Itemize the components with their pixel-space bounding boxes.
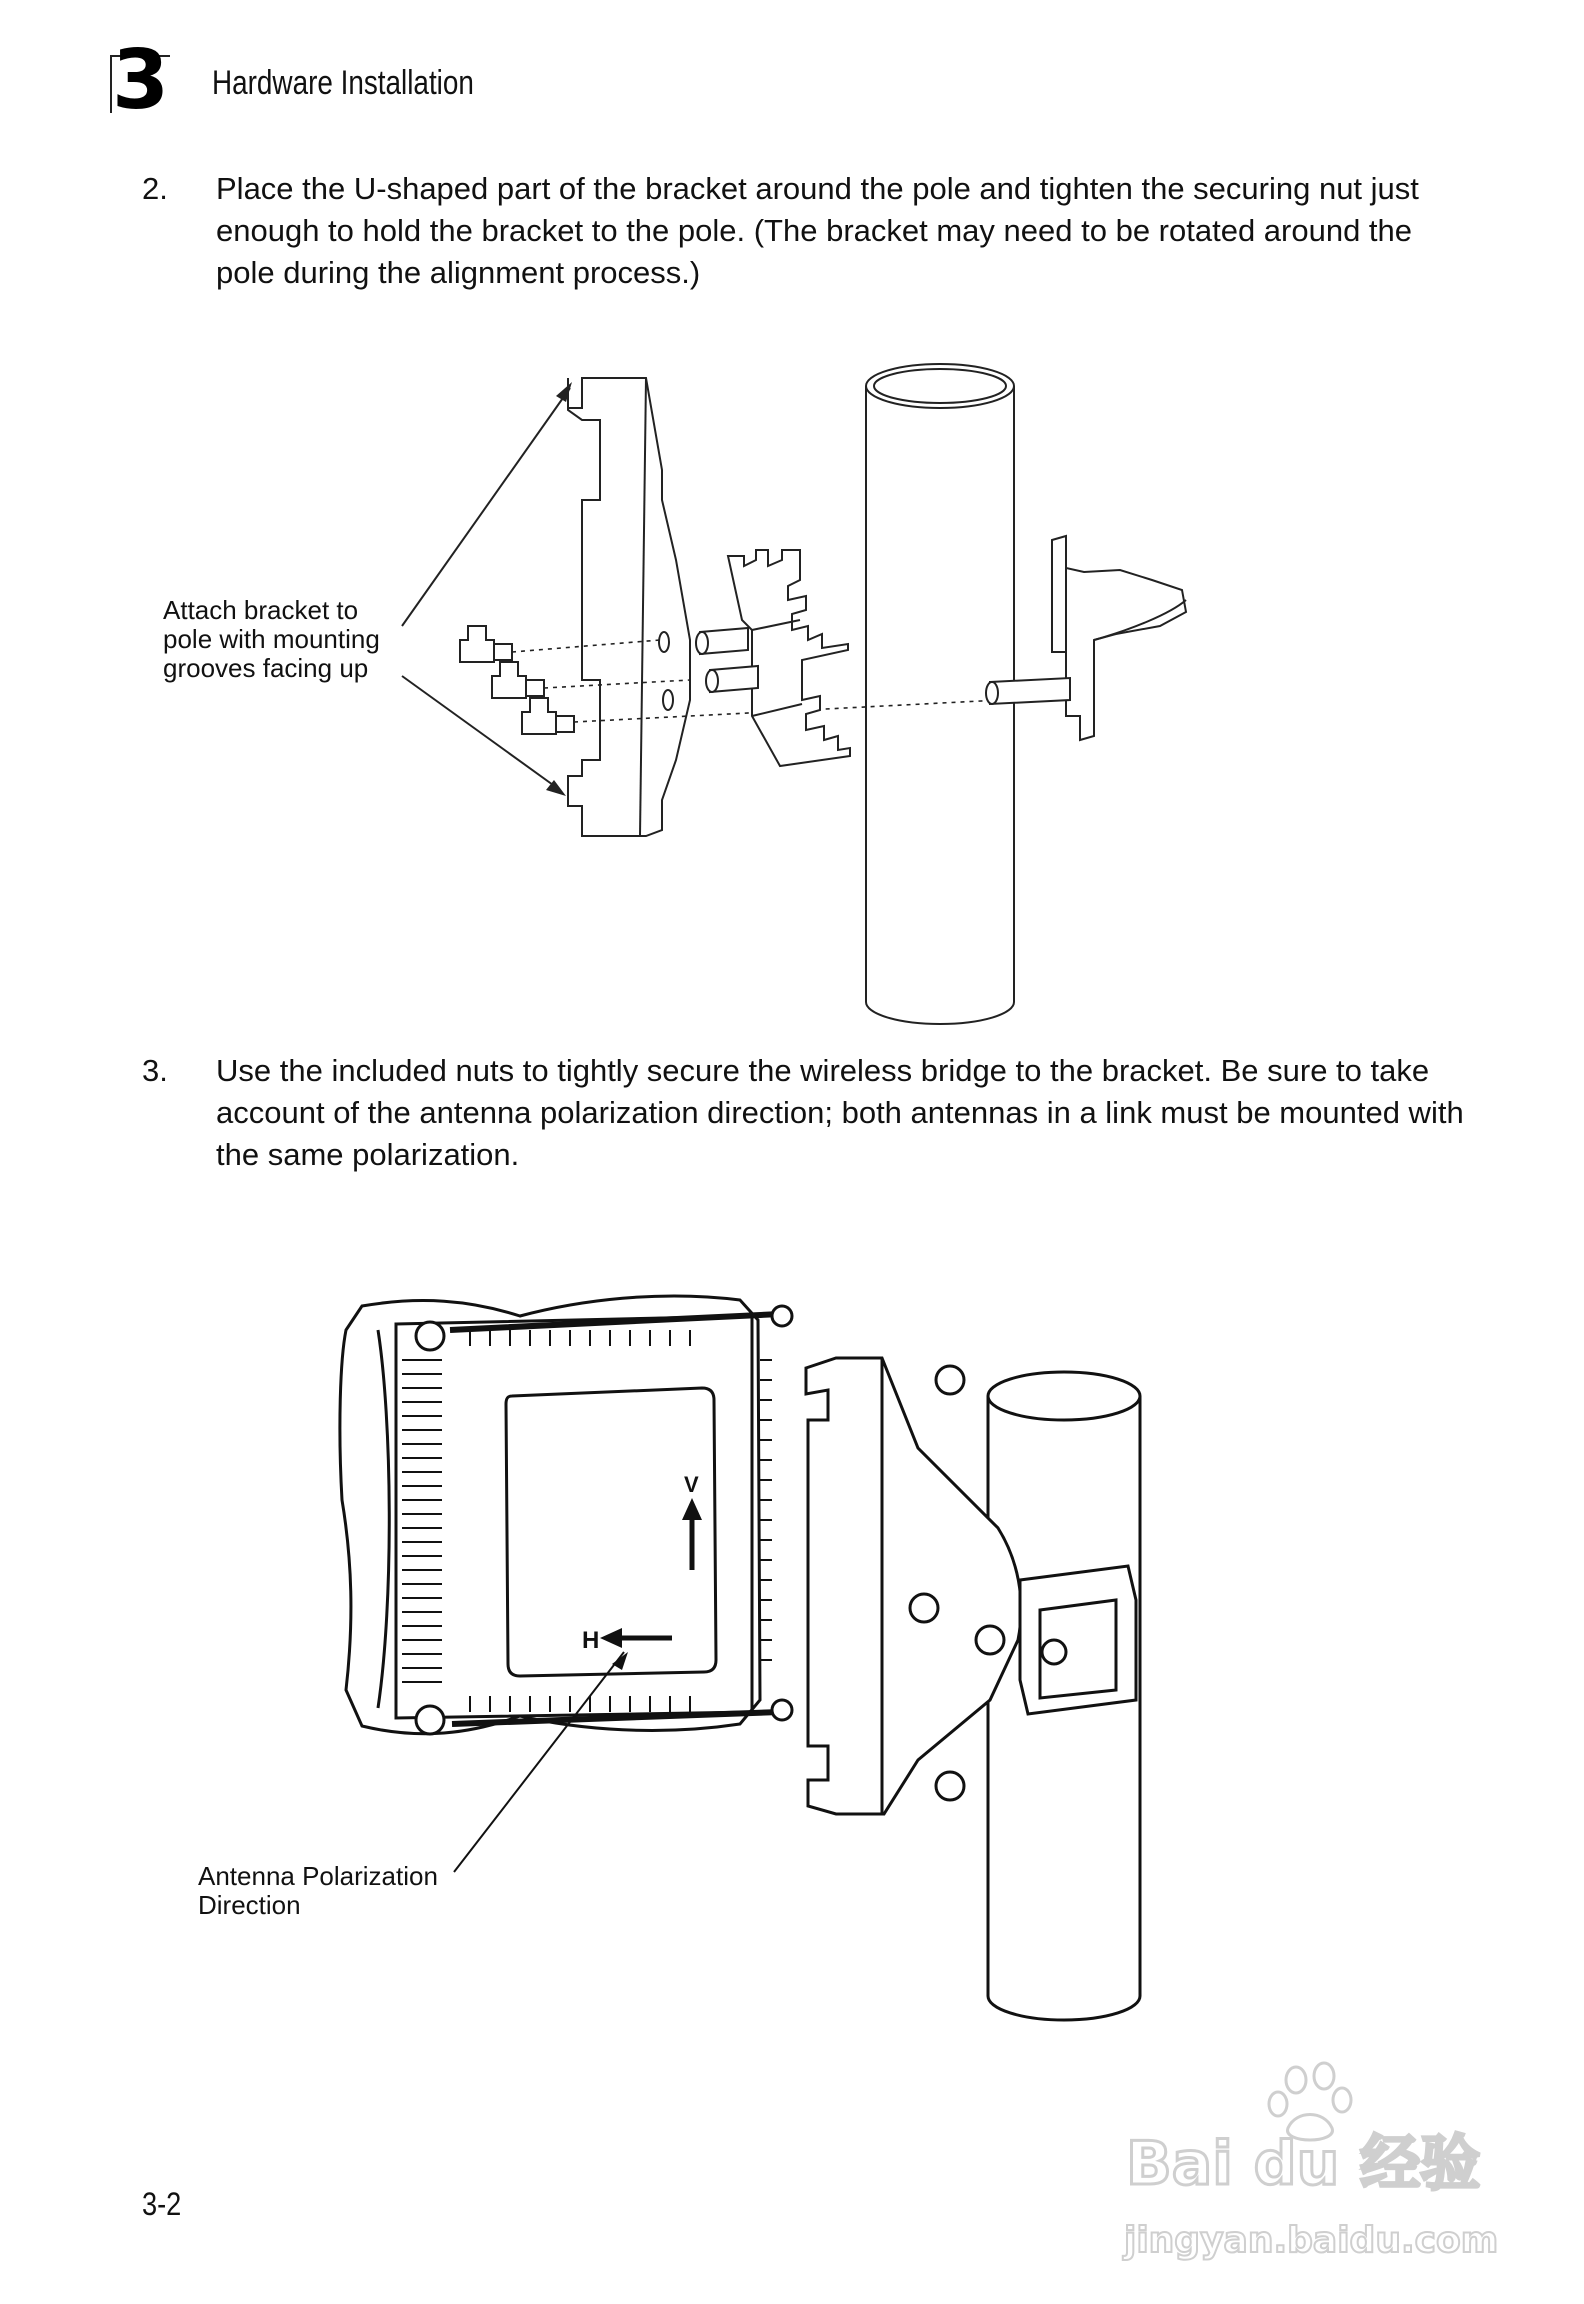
step-2-number: 2. [142, 171, 168, 206]
watermark-logo [1110, 2060, 1510, 2270]
figure2-callout: Antenna Polarization Direction [198, 1861, 438, 1920]
chapter-title: Hardware Installation [212, 64, 474, 102]
figure1-callout: Attach bracket to pole with mounting grooves facing up [163, 595, 380, 683]
watermark-brand: Bai du 经验 [1126, 2129, 1481, 2199]
step-3-number: 3. [142, 1053, 168, 1088]
page-number: 3-2 [142, 2186, 182, 2222]
chapter-number: 3 [112, 33, 170, 128]
step-2-text: Place the U-shaped part of the bracket around the pole and tighten the securing nut just enough to hold the bracket to the pole. (The bracket may need to be rotated around the pole during the alignment process.) [216, 171, 1419, 290]
watermark-url: jingyan.baidu.com [1124, 2220, 1499, 2261]
polarization-v-label: V [684, 1472, 699, 1497]
step-3-text: Use the included nuts to tightly secure the wireless bridge to the bracket. Be sure to take account of the antenna polarization direction; both antennas in a link must be mounted with the same polarization. [216, 1053, 1464, 1172]
polarization-h-label: H [582, 1627, 600, 1654]
